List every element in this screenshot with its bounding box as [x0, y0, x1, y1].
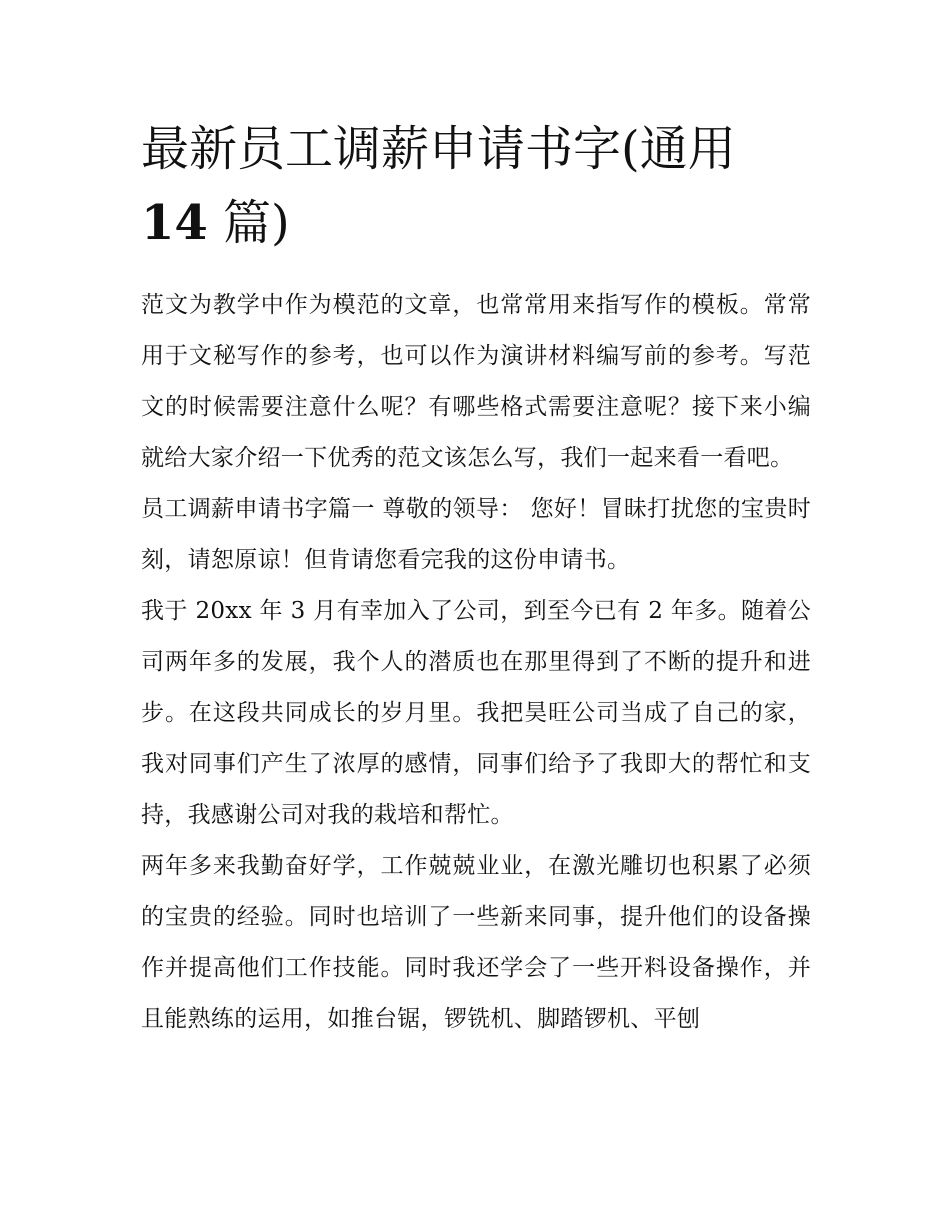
document-page — [141, 112, 811, 1045]
title-number: 14 — [141, 195, 208, 251]
paragraph-greeting: 员工调薪申请书字篇一 尊敬的领导： 您好！冒昧打扰您的宝贵时刻，请恕原谅！但肯请您看完我的这份申请书。 — [141, 496, 811, 573]
paragraph-intro: 范文为教学中作为模范的文章，也常常用来指写作的模板。常常用于文秘写作的参考，也可以作为演讲材料编写前的参考。写范文的时候需要注意什么呢？有哪些格式需要注意呢？接下来小编就给大家介绍一下优秀的范文该怎么写，我们一起来看一看吧。 — [141, 292, 811, 471]
title-line-2: 篇) — [207, 195, 290, 251]
title-line-1: 最新员工调薪申请书字(通用 — [141, 121, 736, 177]
paragraph-background: 我于 20xx 年 3 月有幸加入了公司，到至今已有 2 年多。随着公司两年多的发展，我个人的潜质也在那里得到了不断的提升和进步。在这段共同成长的岁月里。我把昊旺公司当成了自己的家，我对同事们产生了浓厚的感情，同事们给予了我即大的帮忙和支持，我感谢公司对我的栽培和帮忙。 — [141, 598, 811, 828]
paragraph-experience: 两年多来我勤奋好学，工作兢兢业业，在激光雕切也积累了必须的宝贵的经验。同时也培训了一些新来同事，提升他们的设备操作并提高他们工作技能。同时我还学会了一些开料设备操作，并且能熟练的运用，如推台锯，锣铣机、脚踏锣机、平刨 — [141, 853, 811, 1032]
document-body — [141, 280, 811, 1045]
document-title — [141, 112, 811, 260]
